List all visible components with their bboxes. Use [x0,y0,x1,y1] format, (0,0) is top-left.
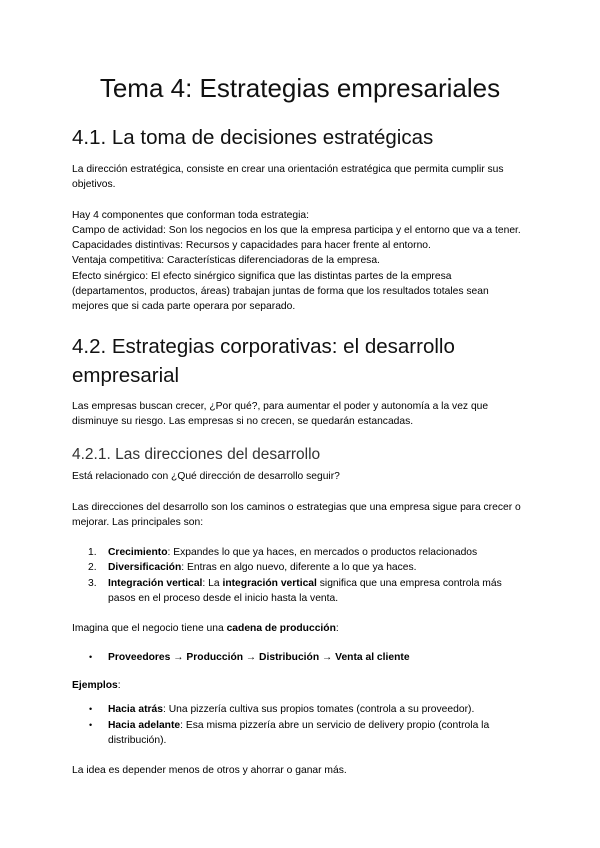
bullet-icon: • [89,719,93,730]
chain-intro [72,621,528,636]
term-integracion-vertical: Integración vertical [108,577,203,589]
directions-list [72,545,528,606]
list-item [72,576,528,607]
term-diversificacion: Diversificación [108,562,182,574]
chain-intro-text: Imagina que el negocio tiene una [72,623,227,635]
section-4-2-heading: 4.2. Estrategias corporativas: el desarrollo empresarial [72,334,455,387]
list-item-text: : Entras en algo nuevo, diferente a lo que ya haces. [181,562,417,574]
list-item-text: significa que una empresa controla más pasos en el proceso desde el inicio hasta la venta. [108,577,502,605]
component-efecto-sinergico: Efecto sinérgico: El efecto sinérgico significa que las distintas partes de la empresa (departamentos, productos, áreas) trabajan juntas de forma que los resultados totales sean mejores que si cada parte operara por separado. [72,270,489,313]
examples-label [72,678,528,693]
component-ventaja-competitiva: Ventaja competitiva: Características diferenciadoras de la empresa. [72,255,380,267]
list-number: 1. [88,547,97,559]
bullet-icon: • [89,651,93,662]
term-hacia-atras: Hacia atrás [108,704,163,716]
section-4-2-1-heading: 4.2.1. Las direcciones del desarrollo [72,446,321,464]
list-number: 2. [88,562,97,574]
section-4-1-heading: 4.1. La toma de decisiones estratégicas [72,126,434,149]
term-crecimiento: Crecimiento [108,547,168,559]
term-cadena-de-produccion: cadena de producción [226,623,336,635]
list-item-text: : La [202,577,223,589]
chain-intro-colon: : [335,623,339,635]
list-item-text: : Expandes lo que ya haces, en mercados o productos relacionados [167,547,478,559]
section-4-1-paragraph: La dirección estratégica, consiste en crear una orientación estratégica que permita cumplir sus objetivos. [72,164,504,191]
list-number: 3. [88,577,97,589]
document-title: Tema 4: Estrategias empresariales [99,73,501,103]
component-capacidades-distintivas: Capacidades distintivas: Recursos y capacidades para hacer frente al entorno. [72,240,431,252]
production-chain: Proveedores → Producción → Distribución → Venta al cliente [108,651,410,663]
examples-list [72,702,528,748]
section-4-2-1-question: Está relacionado con ¿Qué dirección de desarrollo seguir? [72,471,340,483]
directions-paragraph: Las direcciones del desarrollo son los caminos o estrategias que una empresa sigue para crecer o mejorar. Las principales son: [72,501,521,528]
list-item [72,650,528,665]
component-campo-de-actividad: Campo de actividad: Son los negocios en los que la empresa participa y el entorno que va a tener. [72,224,521,236]
list-item-text: : Una pizzería cultiva sus propios tomates (controla a su proveedor). [162,704,475,716]
examples-label-colon: : [117,679,121,691]
list-item [72,702,528,717]
closing-paragraph: La idea es depender menos de otros y ahorrar o ganar más. [72,765,347,777]
chain-list [72,650,528,665]
term-integracion-vertical-inline: integración vertical [222,577,317,589]
term-hacia-adelante: Hacia adelante [108,719,181,731]
list-item [72,718,528,749]
examples-label-text: Ejemplos [72,679,118,691]
list-item-text: : Esa misma pizzería abre un servicio de delivery propio (controla la distribución). [108,719,490,746]
components-block [72,208,528,315]
list-item [72,560,528,575]
components-intro: Hay 4 componentes que conforman toda estrategia: [72,209,309,221]
bullet-icon: • [89,704,93,715]
list-item [72,545,528,560]
section-4-2-paragraph: Las empresas buscan crecer, ¿Por qué?, para aumentar el poder y autonomía a la vez que disminuye su riesgo. Las empresas si no crecen, se quedarán estancadas. [72,400,489,427]
